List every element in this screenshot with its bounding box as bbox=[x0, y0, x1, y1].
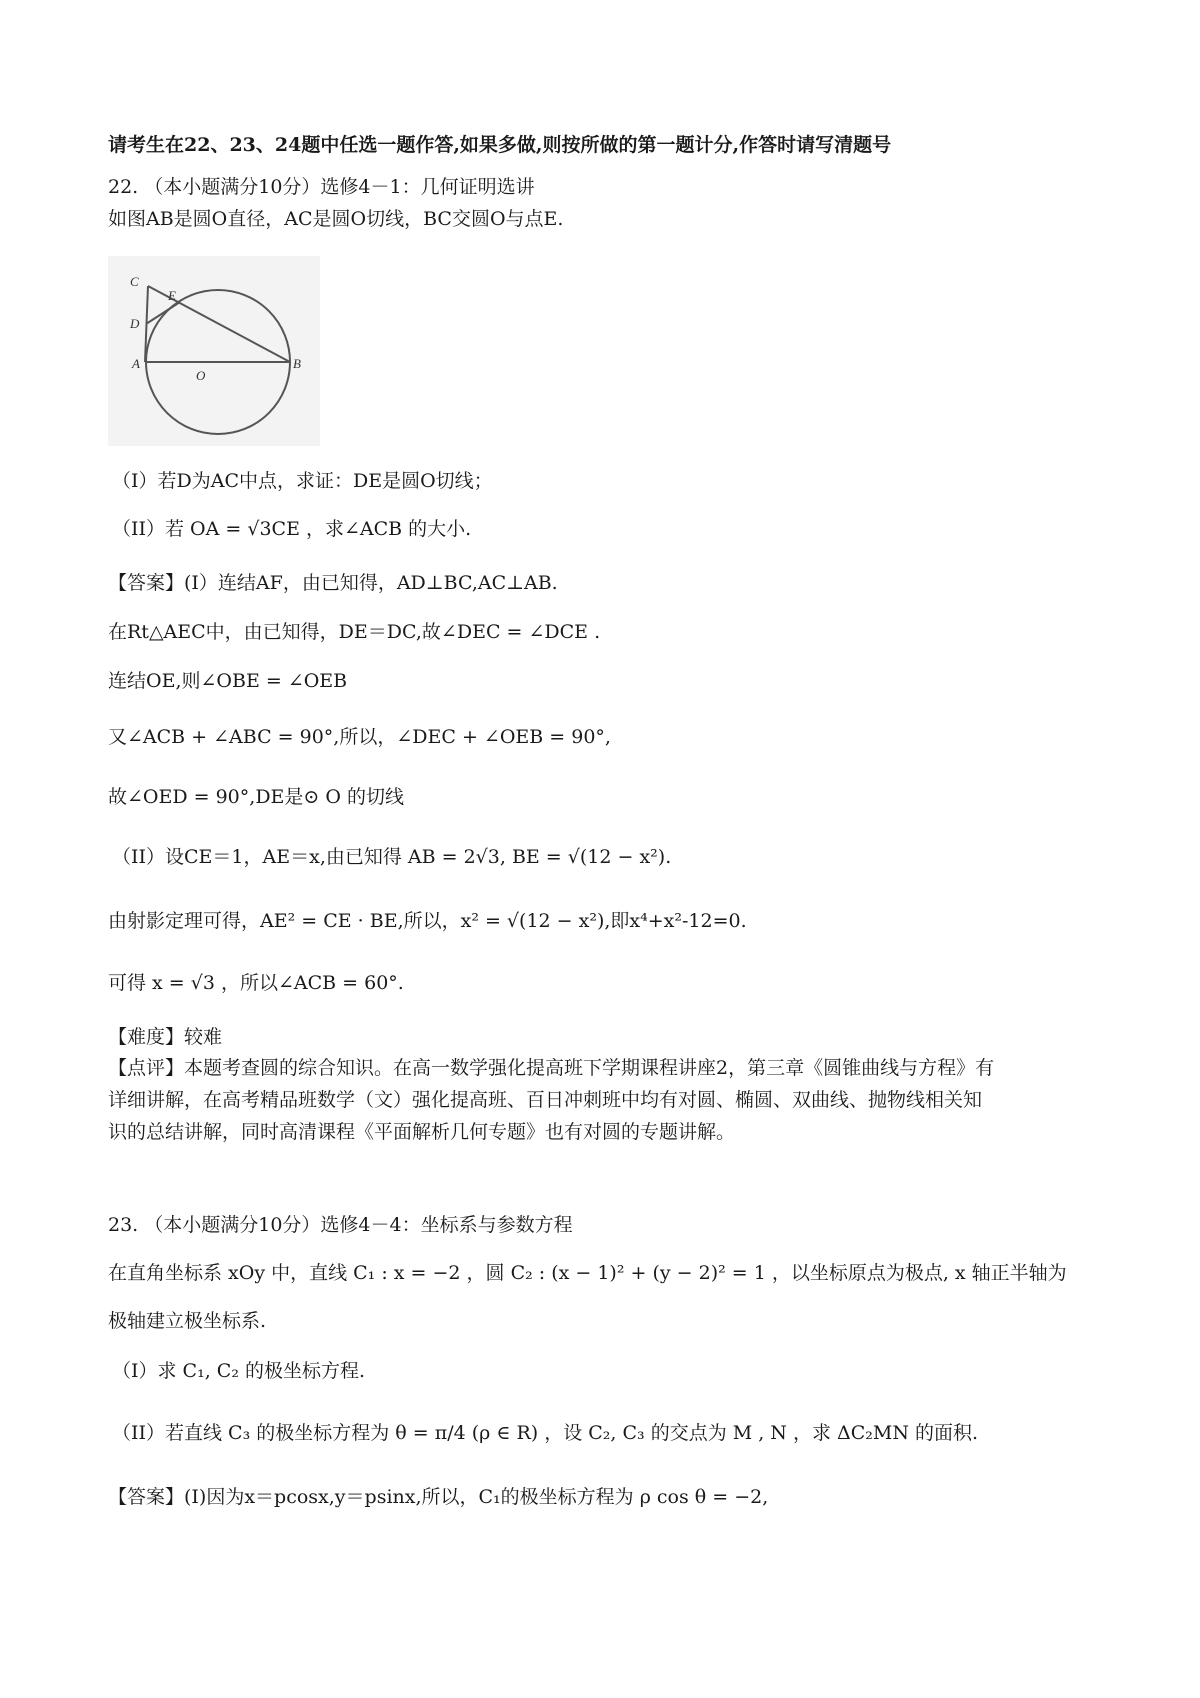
geometry-figure bbox=[108, 256, 320, 446]
label-e: E bbox=[168, 288, 176, 303]
q22-answer-line-3: 连结OE,则∠OBE = ∠OEB bbox=[108, 670, 348, 692]
header-instruction: 请考生在22、23、24题中任选一题作答,如果多做,则按所做的第一题计分,作答时请写清题号 bbox=[108, 134, 892, 156]
q23-answer-line: 【答案】(I)因为x＝pcosx,y＝psinx,所以，C₁的极坐标方程为 ρ cos θ = −2, bbox=[108, 1486, 769, 1508]
q22-answer-line-2: 在Rt△AEC中，由已知得，DE＝DC,故∠DEC = ∠DCE . bbox=[108, 621, 601, 643]
segment-de bbox=[146, 302, 180, 324]
q22-part2: （II）若 OA = √3CE ，求∠ACB 的大小. bbox=[112, 518, 472, 540]
q22-answer-line-8: 可得 x = √3 ，所以∠ACB = 60°. bbox=[108, 972, 404, 994]
q22-answer-line-5: 故∠OED = 90°,DE是⊙ O 的切线 bbox=[108, 786, 404, 808]
q23-statement-line-2: 极轴建立极坐标系. bbox=[108, 1310, 267, 1332]
q22-answer-line-4: 又∠ACB + ∠ABC = 90°,所以，∠DEC + ∠OEB = 90°, bbox=[108, 726, 611, 748]
q22-difficulty: 【难度】较难 bbox=[108, 1026, 223, 1048]
q23-statement-line-1: 在直角坐标系 xOy 中，直线 C₁ : x = −2 ，圆 C₂ : (x − 1)² + (y − 2)² = 1 ，以坐标原点为极点, x 轴正半轴为 bbox=[108, 1262, 1067, 1284]
q22-comment-line-2: 详细讲解，在高考精品班数学（文）强化提高班、百日冲刺班中均有对圆、椭圆、双曲线、抛物线相关知 bbox=[108, 1089, 983, 1111]
q22-part1: （I）若D为AC中点，求证：DE是圆O切线； bbox=[112, 470, 493, 492]
q22-comment-line-3: 识的总结讲解，同时高清课程《平面解析几何专题》也有对圆的专题讲解。 bbox=[108, 1121, 736, 1143]
label-d: D bbox=[130, 316, 140, 331]
label-c: C bbox=[130, 274, 139, 289]
q22-answer-line-1: 【答案】(I）连结AF，由已知得，AD⊥BC,AC⊥AB. bbox=[108, 572, 558, 594]
q22-answer-line-7: 由射影定理可得，AE² = CE · BE,所以，x² = √(12 − x²),即x⁴+x²-12=0. bbox=[108, 910, 747, 932]
q23-part1: （I）求 C₁, C₂ 的极坐标方程. bbox=[112, 1360, 366, 1382]
q22-comment-line-1: 【点评】本题考查圆的综合知识。在高一数学强化提高班下学期课程讲座2，第三章《圆锥曲线与方程》有 bbox=[108, 1057, 995, 1079]
q23-title: 23. （本小题满分10分）选修4－4：坐标系与参数方程 bbox=[108, 1214, 573, 1236]
q22-answer-line-6: （II）设CE＝1，AE＝x,由已知得 AB = 2√3, BE = √(12 − x²). bbox=[112, 846, 672, 868]
q22-title: 22. （本小题满分10分）选修4－1：几何证明选讲 bbox=[108, 176, 535, 198]
label-b: B bbox=[293, 356, 301, 371]
circle-diagram bbox=[108, 256, 320, 446]
q22-statement: 如图AB是圆O直径，AC是圆O切线，BC交圆O与点E. bbox=[108, 208, 564, 230]
q23-part2: （II）若直线 C₃ 的极坐标方程为 θ = π/4 (ρ ∈ R) ，设 C₂, C₃ 的交点为 M , N ，求 ΔC₂MN 的面积. bbox=[112, 1422, 979, 1444]
label-o: O bbox=[196, 368, 206, 383]
label-a: A bbox=[132, 356, 140, 371]
